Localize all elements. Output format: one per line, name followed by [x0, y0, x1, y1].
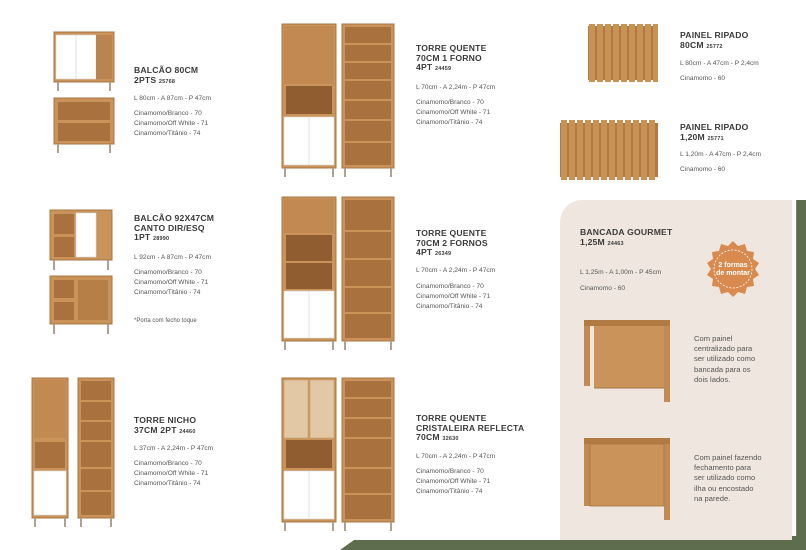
description-line: ser utilizado como — [694, 354, 756, 364]
product-title-torre-quente-1-forno — [416, 44, 487, 75]
product-title-torre-quente-cristaleira — [416, 414, 524, 445]
product-code: 24463 — [607, 240, 624, 247]
product-name-line: CANTO DIR/ESQ — [134, 222, 205, 233]
variant-item: Cinamomo/Off White - 71 — [416, 293, 491, 301]
description-line: Com painel fazendo — [694, 453, 762, 462]
variant-list — [580, 284, 625, 294]
product-title-balcao-80 — [134, 66, 198, 87]
product-name-line: 4PT — [416, 62, 433, 73]
badge-line: 2 formas — [718, 262, 748, 269]
product-code: 28990 — [152, 236, 170, 243]
description-line: Com painel — [694, 334, 733, 343]
variant-item: Cinamomo/Branco - 70 — [134, 269, 202, 276]
variant-item: Cinamomo - 60 — [580, 285, 626, 292]
green-bottom-band — [340, 540, 806, 550]
product-name-line: 1,25M — [580, 236, 605, 247]
product-title-bancada-gourmet — [580, 228, 672, 249]
variant-list — [134, 109, 208, 140]
balcao-80-closed-image — [52, 30, 116, 92]
torre-quente-cristaleira-open-image — [340, 376, 396, 532]
variant-item: Cinamomo/Titânio - 74 — [416, 488, 483, 496]
product-dimensions: L 70cm - A 2,24m - P 47cm — [416, 267, 496, 274]
variant-list — [680, 165, 725, 175]
description-line: dois lados. — [694, 374, 731, 384]
variant-item: Cinamomo/Off White - 71 — [416, 109, 491, 117]
variant-list — [416, 467, 490, 498]
product-name-line: 80CM — [680, 39, 704, 50]
product-name-line: TORRE QUENTE — [416, 43, 487, 53]
product-title-balcao-canto — [134, 214, 214, 245]
product-name-line: 1,20M — [680, 131, 705, 142]
torre-quente-1-forno-closed-image — [280, 22, 338, 178]
variant-list — [134, 459, 208, 490]
description-line: centralizado para — [694, 344, 753, 354]
variant-list — [416, 282, 490, 313]
product-name-line: BANCADA GOURMET — [580, 227, 673, 237]
product-title-torre-nicho — [134, 416, 196, 437]
variant-list — [416, 98, 490, 129]
product-name-line: CRISTALEIRA REFLECTA — [416, 422, 525, 433]
product-name-line: 2PTS — [134, 74, 157, 85]
product-name-line: 1PT — [134, 232, 151, 243]
product-name-line: TORRE QUENTE — [416, 228, 487, 238]
product-code: 32630 — [442, 436, 459, 443]
variant-item: Cinamomo/Titânio - 74 — [134, 130, 201, 138]
variant-item: Cinamomo/Branco - 70 — [416, 283, 484, 290]
torre-quente-2-fornos-closed-image — [280, 195, 338, 351]
variant-item: Cinamomo/Branco - 70 — [416, 99, 484, 106]
bancada-closing-panel-image — [580, 436, 672, 520]
product-code: 25771 — [707, 135, 724, 142]
torre-quente-2-fornos-open-image — [340, 195, 396, 351]
variant-item: Cinamomo/Branco - 70 — [134, 110, 202, 117]
variant-item: Cinamomo/Titânio - 74 — [134, 480, 201, 488]
variant-item: Cinamomo - 60 — [680, 75, 726, 82]
description-line: na parede. — [694, 493, 731, 503]
product-name-line: TORRE QUENTE — [416, 413, 487, 423]
product-dimensions: L 1,20m - A 47cm - P 2,4cm — [680, 151, 761, 158]
torre-quente-cristaleira-closed-image — [280, 376, 338, 532]
product-name-line: PAINEL RIPADO — [680, 122, 749, 132]
torre-nicho-open-image — [76, 376, 116, 528]
product-dimensions: L 1,25m - A 1,00m - P 45cm — [580, 269, 662, 276]
product-dimensions: L 80cm - A 87cm - P 47cm — [134, 95, 211, 102]
variant-list — [134, 268, 208, 299]
torre-nicho-closed-image — [30, 376, 70, 528]
variant-item: Cinamomo/Off White - 71 — [134, 279, 209, 287]
description-line: ser utilizado como — [694, 473, 756, 483]
balcao-80-open-image — [52, 96, 116, 154]
badge-line: de montar — [716, 270, 750, 277]
product-title-painel-120 — [680, 123, 749, 144]
variant-item: Cinamomo/Titânio - 74 — [416, 303, 483, 311]
variant-item: Cinamomo/Titânio - 74 — [416, 119, 483, 127]
product-name-line: 70CM 2 FORNOS — [416, 237, 488, 248]
variant-item: Cinamomo/Off White - 71 — [134, 470, 209, 478]
bancada-description-1 — [694, 334, 755, 385]
product-code: 24460 — [179, 428, 196, 435]
product-dimensions: L 37cm - A 2,24m - P 47cm — [134, 445, 214, 452]
product-title-torre-quente-2-fornos — [416, 229, 488, 260]
bancada-central-panel-image — [580, 318, 672, 402]
variant-item: Cinamomo/Titânio - 74 — [134, 289, 201, 297]
balcao-canto-open-image — [48, 274, 114, 336]
product-code: 26349 — [434, 251, 452, 258]
product-dimensions: L 70cm - A 2,24m - P 47cm — [416, 453, 496, 460]
description-line: fechamento para — [694, 463, 751, 473]
product-name-line: 4PT — [416, 247, 433, 258]
product-code: 25772 — [706, 43, 723, 50]
product-name-line: 70CM 1 FORNO — [416, 52, 482, 63]
product-dimensions: L 80cm - A 47cm - P 2,4cm — [680, 60, 759, 67]
product-code: 24459 — [434, 66, 452, 73]
product-dimensions: L 92cm - A 87cm - P 47cm — [134, 254, 211, 261]
product-code: 25768 — [158, 78, 176, 85]
variant-item: Cinamomo/Off White - 71 — [134, 120, 209, 128]
torre-quente-1-forno-open-image — [340, 22, 396, 178]
product-dimensions: L 70cm - A 2,24m - P 47cm — [416, 84, 496, 91]
painel-ripado-120-image — [560, 120, 660, 182]
variant-item: Cinamomo/Branco - 70 — [416, 468, 484, 475]
badge-text — [704, 262, 762, 278]
variant-item: Cinamomo/Off White - 71 — [416, 478, 491, 486]
bancada-description-2 — [694, 453, 762, 504]
variant-item: Cinamomo/Branco - 70 — [134, 460, 202, 467]
description-line: ilha ou encostado — [694, 483, 754, 493]
painel-ripado-80-image — [588, 24, 660, 84]
product-name-line: BALCÃO 80CM — [134, 65, 199, 75]
product-title-painel-80 — [680, 31, 749, 52]
product-name-line: TORRE NICHO — [134, 415, 197, 425]
product-name-line: PAINEL RIPADO — [680, 30, 749, 40]
product-name-line: BALCÃO 92X47CM — [134, 213, 215, 223]
variant-list — [680, 74, 725, 84]
description-line: bancada para os — [694, 364, 751, 374]
product-name-line: 37CM 2PT — [134, 424, 177, 435]
product-name-line: 70CM — [416, 432, 440, 443]
product-note: *Porta com fecho toque — [134, 318, 197, 324]
balcao-canto-closed-image — [48, 208, 114, 272]
variant-item: Cinamomo - 60 — [680, 166, 726, 173]
